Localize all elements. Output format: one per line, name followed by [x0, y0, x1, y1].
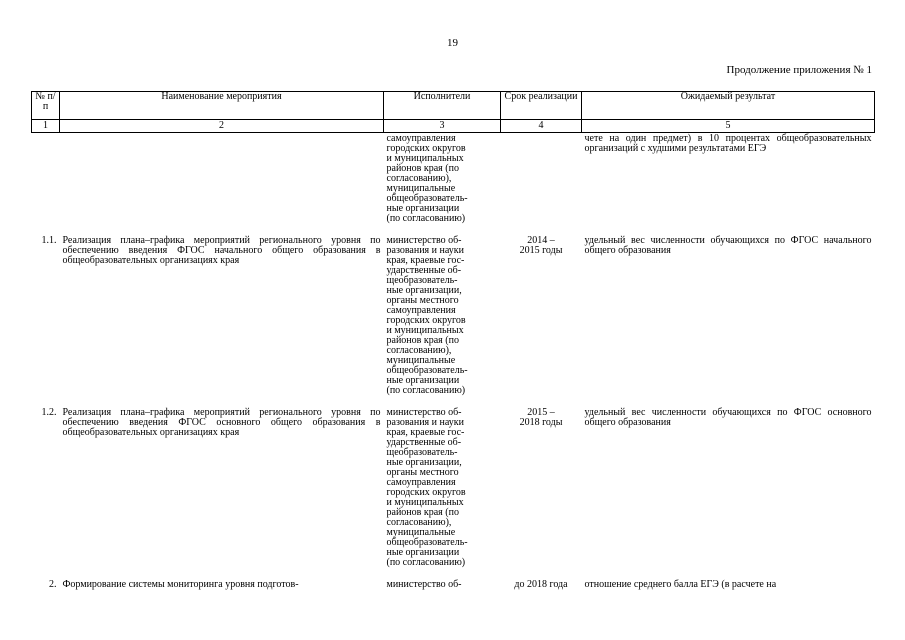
row-activity-name: Реализация плана–графика мероприятий регионального уровня по обеспечению введения ФГОС начального общего образования в общеобразовательных организациях края [62, 235, 381, 266]
row-number: 1.1. [41, 235, 57, 246]
row-expected-result: удельный вес численности обучающихся по ФГОС начального общего образования [584, 235, 872, 256]
row-executors: министерство об- [386, 579, 462, 590]
header-term: Срок реализации [501, 92, 582, 120]
row-number: 1.2. [41, 407, 57, 418]
column-number-4: 4 [501, 120, 582, 133]
header-expected-result: Ожидаемый результат [582, 92, 875, 120]
row-executors: министерство об- разования и науки края, краевые гос- ударственные об- щеобразователь- ные организации, органы местного самоуправления городских округов и муниципальных районов края (по согласованию), муниципальные общеобразователь- ные организации (по согласованию) [386, 407, 468, 568]
header-number: № п/п [32, 92, 60, 120]
row-expected-result: удельный вес численности обучающихся по ФГОС основного общего образования [584, 407, 872, 428]
row-term: 2015 – 2018 годы [519, 407, 563, 428]
row-executors: самоуправления городских округов и муниципальных районов края (по согласованию), муниципальные общеобразователь- ные организации (по согласованию) [386, 133, 468, 224]
table-row [32, 568, 875, 590]
row-activity-name: Реализация плана–графика мероприятий регионального уровня по обеспечению введения ФГОС основного общего образования в общеобразовательных организациях края [62, 407, 381, 438]
column-number-row [32, 120, 875, 133]
row-number [32, 133, 60, 225]
row-expected-result: отношение среднего балла ЕГЭ (в расчете на [584, 579, 777, 590]
row-executors: министерство об- разования и науки края, краевые гос- ударственные об- щеобразователь- ные организации, органы местного самоуправления городских округов и муниципальных районов края (по согласованию), муниципальные общеобразователь- ные организации (по согласованию) [386, 235, 468, 396]
column-number-1: 1 [32, 120, 60, 133]
column-number-5: 5 [582, 120, 875, 133]
row-activity-name [60, 133, 384, 225]
column-number-2: 2 [60, 120, 384, 133]
table-header-row [32, 92, 875, 120]
table-row [32, 396, 875, 568]
column-number-3: 3 [384, 120, 501, 133]
continuation-caption: Продолжение приложения № 1 [726, 64, 872, 76]
row-term [501, 133, 582, 225]
header-executors: Исполнители [384, 92, 501, 120]
row-term: 2014 – 2015 годы [519, 235, 563, 256]
table-row-continued [32, 133, 875, 225]
page-number: 19 [447, 37, 458, 49]
activities-table [31, 91, 875, 590]
table-row [32, 224, 875, 396]
row-term: до 2018 года [514, 579, 568, 590]
row-expected-result: чете на один предмет) в 10 процентах общеобразовательных организаций с худшими результатами ЕГЭ [584, 133, 872, 154]
row-number: 2. [49, 579, 57, 590]
header-activity-name: Наименование мероприятия [60, 92, 384, 120]
row-activity-name: Формирование системы мониторинга уровня подготов- [62, 579, 299, 590]
